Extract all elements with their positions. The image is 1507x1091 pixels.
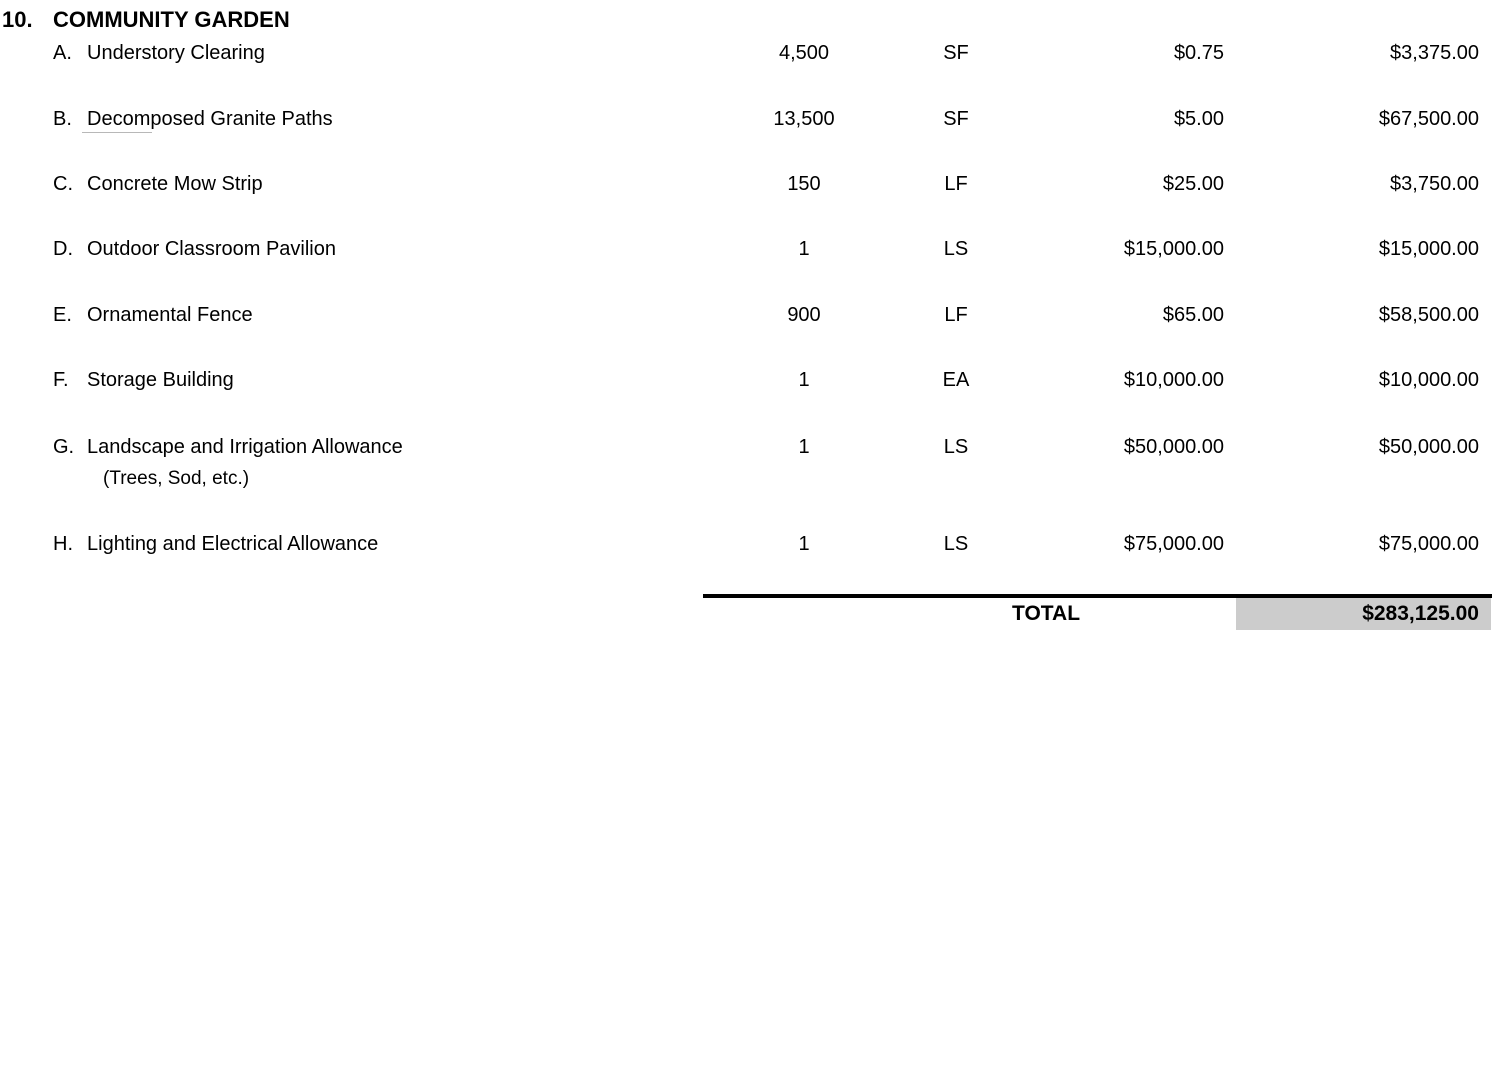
item-description: Outdoor Classroom Pavilion [87, 238, 336, 260]
item-letter: A. [53, 42, 72, 64]
item-letter: F. [53, 369, 69, 391]
item-amount: $50,000.00 [1378, 436, 1479, 458]
item-amount: $3,750.00 [1390, 173, 1479, 195]
item-note: (Trees, Sod, etc.) [103, 468, 250, 489]
item-description: Understory Clearing [87, 42, 265, 64]
item-letter: D. [53, 238, 73, 260]
item-unit: SF [943, 42, 969, 64]
item-amount: $3,375.00 [1390, 42, 1479, 64]
item-quantity: 1 [798, 369, 810, 391]
line-item-f [0, 365, 1507, 395]
item-quantity: 1 [798, 436, 810, 458]
item-unit-price: $15,000.00 [1123, 238, 1224, 260]
item-description: Storage Building [87, 369, 234, 391]
line-item-e [0, 300, 1507, 330]
item-unit-price: $65.00 [1162, 304, 1224, 326]
item-unit: LS [943, 533, 969, 555]
item-unit-price: $25.00 [1162, 173, 1224, 195]
item-description: Ornamental Fence [87, 304, 253, 326]
line-item-a [0, 38, 1507, 68]
total-label: TOTAL [1012, 602, 1081, 625]
item-quantity: 1 [798, 238, 810, 260]
item-unit: LF [944, 304, 968, 326]
item-letter: E. [53, 304, 72, 326]
item-quantity: 150 [787, 173, 821, 195]
comment-marker [82, 132, 152, 133]
item-letter: B. [53, 108, 72, 130]
item-letter: H. [53, 533, 73, 555]
item-amount: $10,000.00 [1378, 369, 1479, 391]
section-title: COMMUNITY GARDEN [53, 7, 290, 32]
item-unit-price: $10,000.00 [1123, 369, 1224, 391]
line-item-b [0, 104, 1507, 134]
item-amount: $67,500.00 [1378, 108, 1479, 130]
item-unit: EA [942, 369, 970, 391]
item-unit: SF [943, 108, 969, 130]
item-unit-price: $0.75 [1173, 42, 1224, 64]
item-unit: LF [944, 173, 968, 195]
item-quantity: 13,500 [773, 108, 835, 130]
item-description: Concrete Mow Strip [87, 173, 263, 195]
item-unit-price: $50,000.00 [1123, 436, 1224, 458]
line-item-d [0, 234, 1507, 264]
total-value: $283,125.00 [1362, 602, 1479, 625]
item-letter: G. [53, 436, 75, 458]
item-amount: $75,000.00 [1378, 533, 1479, 555]
section-number: 10. [2, 7, 33, 32]
item-quantity: 1 [798, 533, 810, 555]
line-item-c [0, 169, 1507, 199]
item-unit: LS [943, 238, 969, 260]
item-amount: $58,500.00 [1378, 304, 1479, 326]
item-letter: C. [53, 173, 73, 195]
item-description: Lighting and Electrical Allowance [87, 533, 379, 555]
item-unit: LS [943, 436, 969, 458]
item-unit-price: $5.00 [1173, 108, 1224, 130]
item-amount: $15,000.00 [1378, 238, 1479, 260]
item-description: Decomposed Granite Paths [87, 108, 333, 130]
item-quantity: 4,500 [778, 42, 830, 64]
item-description: Landscape and Irrigation Allowance [87, 436, 403, 458]
line-item-h [0, 529, 1507, 559]
item-quantity: 900 [787, 304, 821, 326]
item-unit-price: $75,000.00 [1123, 533, 1224, 555]
line-item-g [0, 432, 1507, 489]
